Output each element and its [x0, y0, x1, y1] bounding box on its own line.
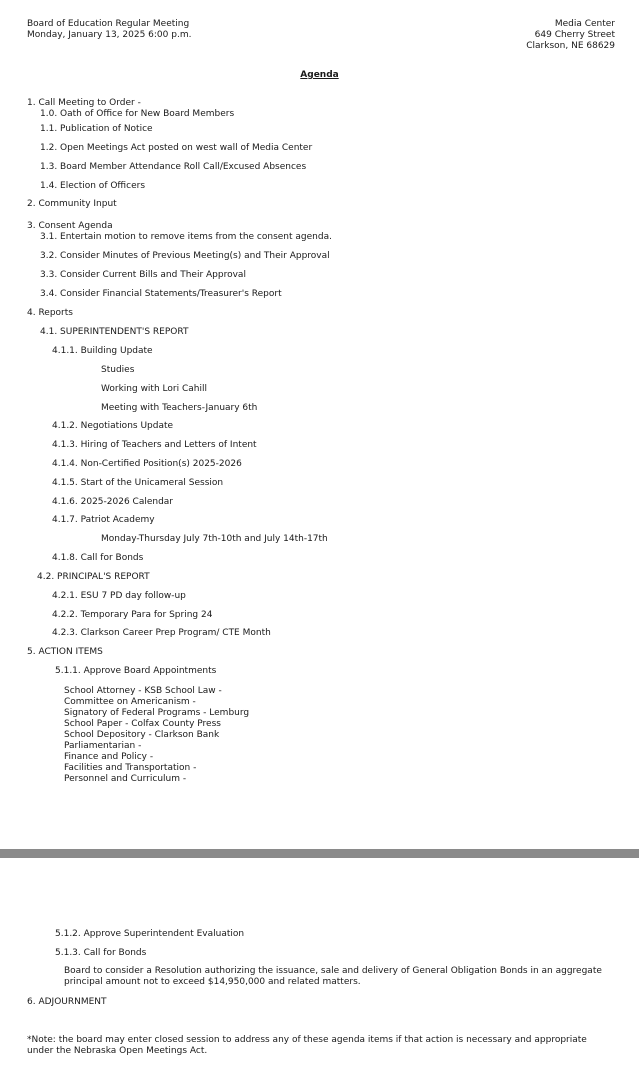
page-break: [0, 849, 639, 858]
agenda-item: 1. Call Meeting to Order -: [27, 98, 141, 108]
agenda-item: 4.1.8. Call for Bonds: [52, 553, 144, 563]
appointment-line: Facilities and Transportation -: [64, 763, 197, 773]
appointment-line: Signatory of Federal Programs - Lemburg: [64, 708, 250, 718]
agenda-item: 4.2.2. Temporary Para for Spring 24: [52, 610, 213, 620]
agenda-item: 1.4. Election of Officers: [40, 181, 146, 191]
agenda-item: Monday-Thursday July 7th-10th and July 14th-17th: [101, 534, 328, 544]
meeting-header: [27, 19, 191, 41]
agenda-item: 5.1.2. Approve Superintendent Evaluation: [55, 929, 245, 939]
appointment-line: School Depository - Clarkson Bank: [64, 730, 220, 740]
agenda-item: Working with Lori Cahill: [101, 384, 207, 394]
adjournment-item: 6. ADJOURNMENT: [27, 997, 107, 1007]
appointment-line: Committee on Americanism -: [64, 697, 196, 707]
agenda-item: 4. Reports: [27, 308, 73, 318]
appointment-line: Finance and Policy -: [64, 752, 154, 762]
agenda-item: 4.1.7. Patriot Academy: [52, 515, 155, 525]
meeting-location: [526, 19, 615, 52]
agenda-item: 4.1. SUPERINTENDENT'S REPORT: [40, 327, 189, 337]
location-street: 649 Cherry Street: [534, 30, 615, 40]
appointment-line: School Paper - Colfax County Press: [64, 719, 221, 729]
agenda-item: 1.2. Open Meetings Act posted on west wall of Media Center: [40, 143, 313, 153]
appointment-line: Parliamentarian -: [64, 741, 142, 751]
agenda-item: 4.2.1. ESU 7 PD day follow-up: [52, 591, 186, 601]
agenda-item: 4.1.6. 2025-2026 Calendar: [52, 497, 174, 507]
agenda-item: 2. Community Input: [27, 199, 117, 209]
agenda-item: 4.2.3. Clarkson Career Prep Program/ CTE Month: [52, 628, 271, 638]
agenda-item: 5. ACTION ITEMS: [27, 647, 103, 657]
agenda-item: 3.2. Consider Minutes of Previous Meeting(s) and Their Approval: [40, 251, 330, 261]
agenda-item: 4.1.3. Hiring of Teachers and Letters of Intent: [52, 440, 257, 450]
agenda-item: 1.3. Board Member Attendance Roll Call/Excused Absences: [40, 162, 307, 172]
agenda-item: 1.1. Publication of Notice: [40, 124, 153, 134]
agenda-item: 1.0. Oath of Office for New Board Members: [40, 109, 235, 119]
agenda-item: 3.3. Consider Current Bills and Their Approval: [40, 270, 246, 280]
agenda-item: 3.4. Consider Financial Statements/Treasurer's Report: [40, 289, 282, 299]
agenda-title: Agenda: [300, 70, 339, 80]
meeting-datetime: Monday, January 13, 2025 6:00 p.m.: [27, 30, 192, 40]
agenda-item: 4.1.4. Non-Certified Position(s) 2025-2026: [52, 459, 242, 469]
bond-resolution-text: Board to consider a Resolution authorizing the issuance, sale and delivery of General Obligation Bonds in an aggregate principal amount not to exceed $14,950,000 and related matters.: [64, 966, 602, 987]
agenda-item: 4.2. PRINCIPAL'S REPORT: [37, 572, 150, 582]
appointment-line: Personnel and Curriculum -: [64, 774, 187, 784]
location-name: Media Center: [554, 19, 615, 29]
closed-session-note: *Note: the board may enter closed session to address any of these agenda items if that action is necessary and appropriate under the Nebraska Open Meetings Act.: [27, 1035, 587, 1056]
agenda-item: 4.1.5. Start of the Unicameral Session: [52, 478, 224, 488]
meeting-title: Board of Education Regular Meeting: [27, 19, 190, 29]
agenda-item: 4.1.2. Negotiations Update: [52, 421, 174, 431]
agenda-item: Studies: [101, 365, 135, 375]
appointment-line: School Attorney - KSB School Law -: [64, 686, 222, 696]
agenda-item: 5.1.3. Call for Bonds: [55, 948, 147, 958]
agenda-item: 4.1.1. Building Update: [52, 346, 153, 356]
appointments-list: [64, 686, 249, 785]
agenda-item: Meeting with Teachers-January 6th: [101, 403, 258, 413]
agenda-item: 3.1. Entertain motion to remove items from the consent agenda.: [40, 232, 332, 242]
agenda-item: 5.1.1. Approve Board Appointments: [55, 666, 217, 676]
agenda-item: 3. Consent Agenda: [27, 221, 113, 231]
location-city: Clarkson, NE 68629: [526, 41, 615, 51]
